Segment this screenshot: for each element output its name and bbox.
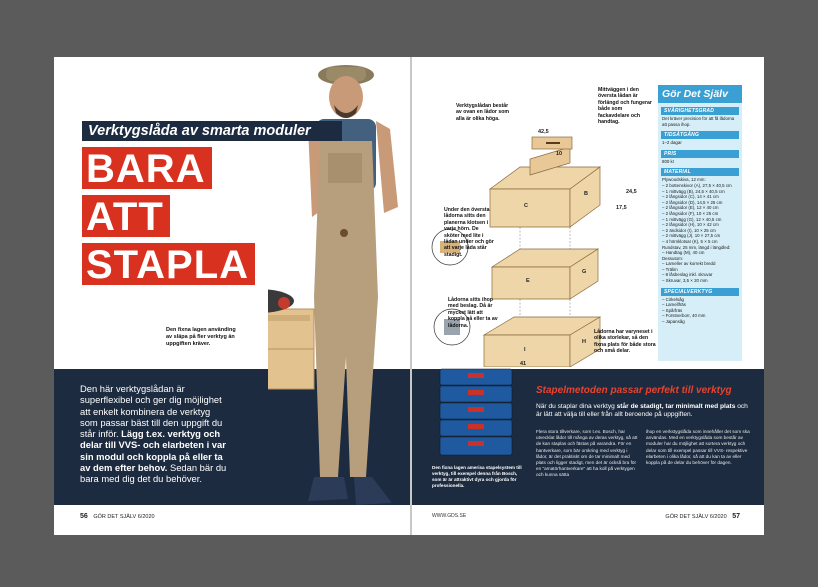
page-number-right: 57 (732, 513, 740, 520)
sidebar-line: 800 kr (662, 158, 675, 164)
fact-sidebar (658, 85, 742, 361)
page-number-left: 56 (80, 513, 88, 520)
folio-text-left: GÖR DET SJÄLV 6/2020 (93, 514, 155, 520)
sidebar-line: – Lameller av korrekt bredd (662, 261, 716, 267)
sidebar-section-head: MATERIAL (661, 168, 739, 176)
part-label: B (584, 191, 588, 197)
sidebar-line: – 2 mittvägg (J), 10 × 27,5 cm (662, 233, 721, 239)
intro-bold: Lägg t.ex. verktyg och delar till VVS- och elarbeten i var sin modul och koppla på eller ta av dem efter behov. (80, 428, 226, 474)
dim-label: 24,5 (626, 189, 637, 195)
part-label: H (582, 339, 586, 345)
part-label: C (524, 203, 528, 209)
intro-text (80, 383, 228, 485)
sidebar-line: – 2 långsidor (D), 14,5 × 25 cm (662, 199, 723, 205)
sidebar-line: – 2 långsidor (F), 10 × 25 cm (662, 210, 719, 216)
sidebar-section-head: SPECIALVERKTYG (661, 288, 739, 296)
stack-caption: Den fixna lagen amerisa stapelsystem till verktyg, till exempel denna från Bosch, som är är attraktivt dyra och gjorda för professionella. (432, 465, 522, 488)
lead-plain: När du staplar dina verktyg (536, 403, 615, 410)
sidebar-line: Rundstav, 25 mm, längd i längdled: (662, 244, 731, 250)
sidebar-sections (658, 107, 742, 325)
left-page (54, 57, 410, 535)
callout-handle: Mittväggen i den översta lådan är förlängd och fungerar både som fackavdelare och handtag. (598, 87, 652, 126)
sidebar-line: – 8 låsbeslag inkl. skruvar (662, 272, 713, 278)
sidebar-title: Gör Det Själv (658, 85, 742, 103)
sidebar-section-body (662, 177, 738, 283)
sidebar-line: – Cirkelsåg (662, 296, 684, 302)
section-subheading: Stapelmetoden passar perfekt till verktyg (536, 385, 732, 396)
sidebar-line: – Trälim (662, 266, 678, 272)
callout-corner-blocks: Under den översta lådorna sitts den planerna klotsen i varje hörn. De sköter med lite i lådan under och gör att varje låda står stadigt. (444, 207, 494, 258)
sidebar-line: – Skruvar, 3,5 × 20 mm (662, 278, 708, 284)
sidebar-section-body (662, 140, 738, 146)
folio-text-right: GÖR DET SJÄLV 6/2020 (665, 514, 727, 520)
sidebar-line: – Lamellfräs (662, 302, 686, 308)
sidebar-line: Det kräver precision för att få lådorna att passa ihop. (662, 116, 735, 127)
lead-bold: står de stadigt, tar minimalt med plats (616, 403, 736, 410)
sidebar-line: – 1 mittvägg (B), 24,5 × 40,5 cm (662, 188, 725, 194)
sidebar-line: – Spårfräs (662, 307, 683, 313)
lead-end: och är lätt att välja till eller från allt beroende på uppgiften. (536, 403, 748, 419)
intro-plain: Den här verktygslådan är superflexibel och ger dig möjlighet att enkelt kombinera de verktyg som passar bäst till den uppgift du står inför. (80, 383, 223, 440)
sidebar-section-body (662, 159, 738, 165)
right-page (412, 57, 764, 535)
dim-label: 42,5 (538, 129, 549, 135)
dim-label: 41 (520, 361, 527, 367)
folio-right (665, 513, 740, 520)
lead-text (536, 403, 750, 419)
sidebar-section-body (662, 116, 738, 127)
sidebar-line: – Forstnerborr, 40 mm (662, 313, 706, 319)
sidebar-line: – 2 långsidor (C), 14 × 41 cm (662, 194, 719, 200)
callout-box-heights: Verktygslådan består av ovan en lådor som alla är olika höga. (456, 103, 510, 122)
sidebar-line: – 2 bottenskivor (A), 27,5 × 40,5 cm (662, 182, 732, 188)
photo-caption: Den fixna lagen använding av släpa på fler verktyg än uppgiften kräver. (166, 327, 236, 347)
folio-left (80, 513, 155, 520)
sidebar-line: Plywoodskiva, 12 mm: (662, 177, 706, 183)
headline-line-1: BARA (82, 147, 212, 189)
sidebar-line: – 4 hörnklotsar (K), 5 × 5 cm (662, 238, 718, 244)
body-column-1: Flera stora tillverkare, som t.ex. Bosch, har utvecklat lådor till många av deras verktyg, så att de kan staplas och fästas på varandra. För en hantverkare, som bär omkring med verktyg i lådor, är det praktiskt om de tar minimalt med plats och ligger stadigt, men det är också bra för en "amatörhantverkare" att ha koll på verktygen och kunna sätta (536, 429, 638, 478)
sidebar-section-head: TIDSÅTGÅNG (661, 131, 739, 139)
callout-sizes: Lådorna har varyneset i olika storlekar, så den fixna plats för både stora och små delar. (594, 329, 656, 355)
sidebar-line: – 2 långsidor (E), 12 × 40 cm (662, 205, 719, 211)
part-label: I (524, 347, 526, 353)
sidebar-section-head: SVÅRIGHETSGRAD (661, 107, 739, 115)
sidebar-line: 1–2 dagar (662, 140, 682, 146)
part-label: E (526, 278, 530, 284)
headline-line-3: STAPLA (82, 243, 255, 285)
body-column-2: ihop en verkstygslåda som innehåller det som ska användas. Med en verktygslåda som består av moduler har du möjlighet att sortera verktyg och delar som till exempel passar till VVS- respektive elarbeten i olika lådor, så att du kan ta av eller koppla på de delar du behöver för dagen. (646, 429, 750, 466)
sidebar-line: – 1 mittvägg (G), 12 × 40,5 cm (662, 216, 722, 222)
sidebar-section-body (662, 297, 738, 325)
intro-end: Sedan bär du bara med dig det du behöver. (80, 462, 227, 485)
callout-latches: Lådorna sitts ihop med beslag. Då är mycket lätt att koppla på eller ta av lådorna. (448, 297, 498, 329)
sidebar-line: – Handtag (M), 40 cm (662, 250, 705, 256)
sidebar-section-head: PRIS (661, 150, 739, 158)
dim-label: 17,5 (616, 205, 627, 211)
sidebar-line: – 2 ändsidor (I), 10 × 25 cm (662, 227, 716, 233)
headline-line-2: ATT (82, 195, 170, 237)
sidebar-line: Dessutom: (662, 255, 683, 261)
sidebar-line: – Japansåg (662, 319, 685, 325)
sidebar-line: – 2 långsidor (H), 10 × 42 cm (662, 222, 719, 228)
kicker: Verktygslåda av smarta moduler (82, 121, 342, 141)
part-label: G (582, 269, 587, 275)
dim-label: 10 (556, 151, 563, 157)
website-url: WWW.GDS.SE (432, 513, 467, 519)
